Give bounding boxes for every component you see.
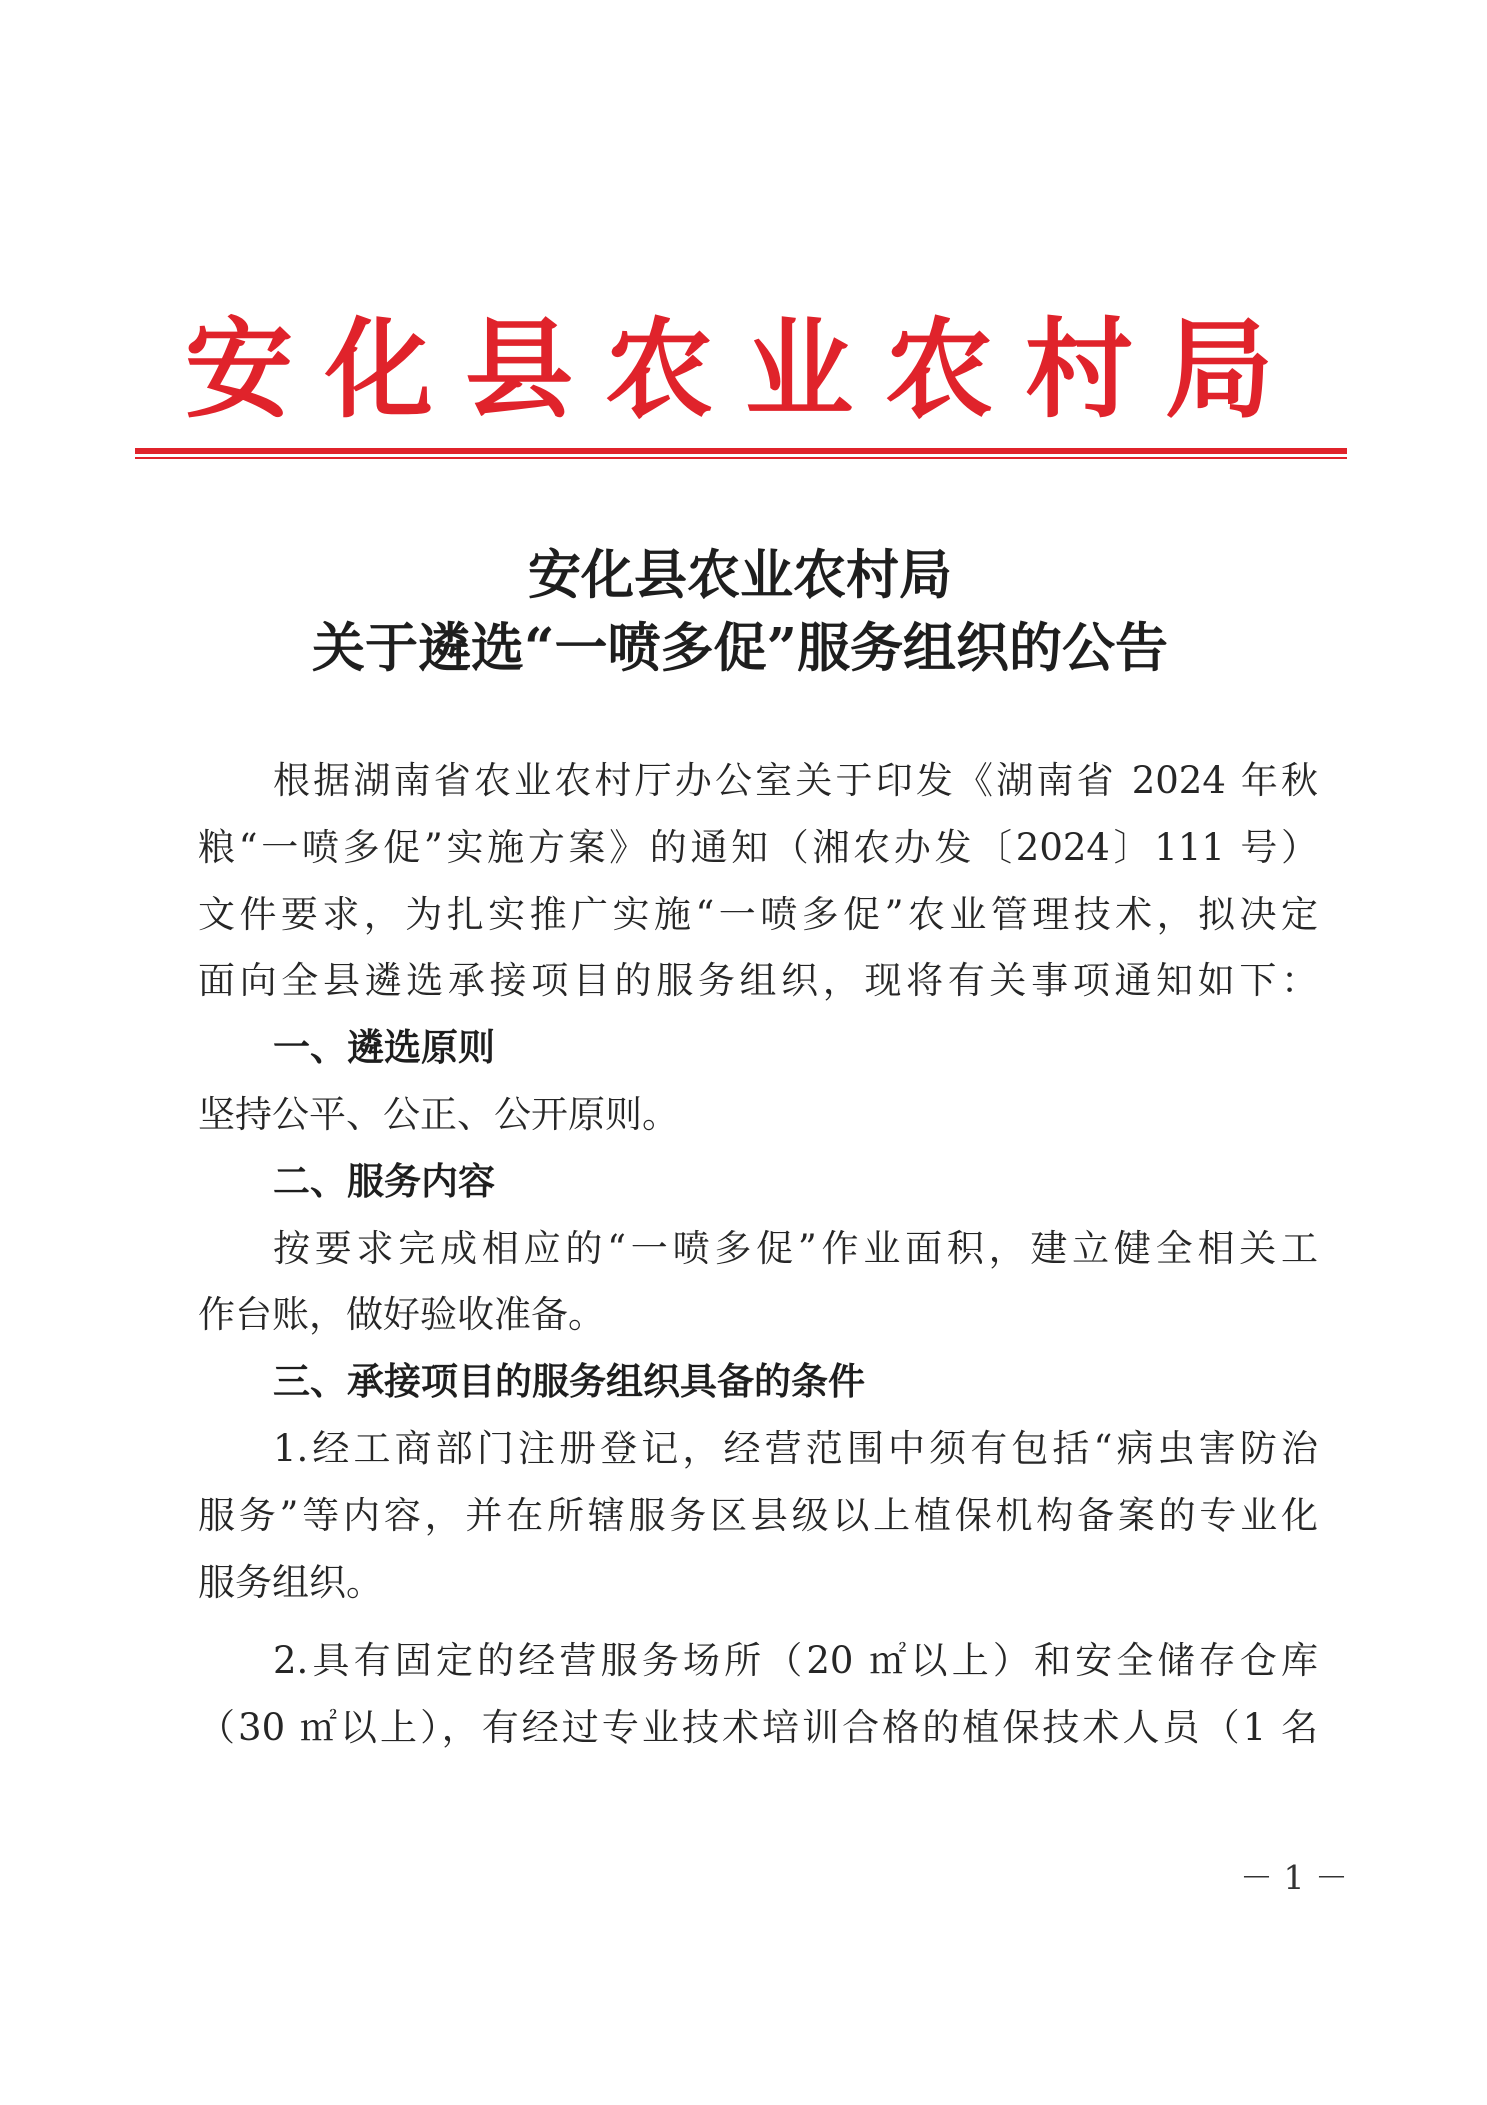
intro-line: 面向全县遴选承接项目的服务组织，现将有关事项通知如下： — [198, 959, 1318, 1002]
intro-line: 粮“一喷多促”实施方案》的通知（湘农办发〔2024〕111 号） — [198, 826, 1318, 869]
section-text: 作台账，做好验收准备。 — [198, 1293, 605, 1336]
section-text: 按要求完成相应的“一喷多促”作业面积，建立健全相关工 — [273, 1227, 1318, 1270]
section-text: 坚持公平、公正、公开原则。 — [198, 1093, 679, 1136]
intro-line: 文件要求，为扎实推广实施“一喷多促”农业管理技术，拟决定 — [198, 893, 1318, 936]
item-text: 1.经工商部门注册登记，经营范围中须有包括“病虫害防治 — [273, 1427, 1318, 1470]
intro-line: 根据湖南省农业农村厅办公室关于印发《湖南省 2024 年秋 — [273, 759, 1318, 802]
notice-title-line2: 关于遴选“一喷多促”服务组织的公告 — [312, 617, 1168, 679]
page-number: － 1 － — [1240, 1858, 1348, 1897]
notice-title-line1: 安化县农业农村局 — [528, 544, 952, 606]
item-text: 服务”等内容，并在所辖服务区县级以上植保机构备案的专业化 — [198, 1494, 1318, 1537]
divider-thin-line — [135, 457, 1347, 459]
section-heading: 一、遴选原则 — [273, 1026, 495, 1069]
item-text: （30 ㎡以上），有经过专业技术培训合格的植保技术人员（1 名 — [198, 1706, 1318, 1749]
divider-thick-line — [135, 448, 1347, 454]
item-text: 2.具有固定的经营服务场所（20 ㎡以上）和安全储存仓库 — [273, 1639, 1318, 1682]
masthead-divider — [135, 448, 1347, 462]
section-heading: 三、承接项目的服务组织具备的条件 — [273, 1360, 865, 1403]
item-text: 服务组织。 — [198, 1561, 383, 1604]
masthead-title: 安化县农业农村局 — [184, 307, 1305, 433]
section-heading: 二、服务内容 — [273, 1160, 495, 1203]
